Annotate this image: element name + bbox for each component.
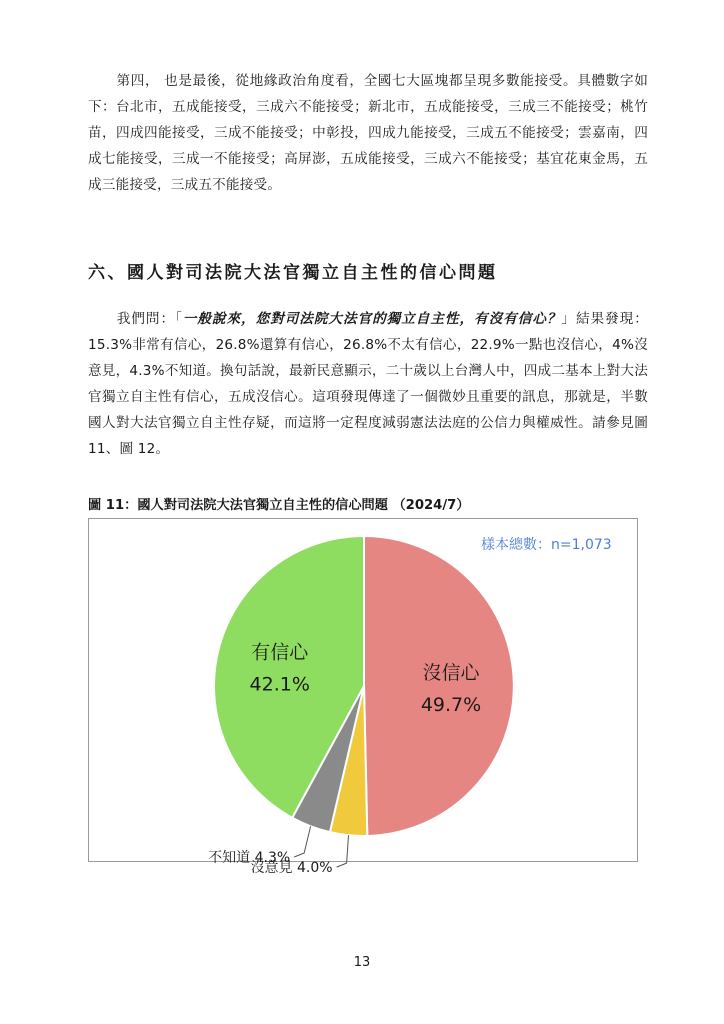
pie-chart <box>89 519 639 877</box>
survey-question: 一般說來，您對司法院大法官的獨立自主性，有沒有信心？ <box>182 311 562 327</box>
pie-slice-label-1: 沒意見 4.0% <box>250 860 333 877</box>
paragraph-lead: 我們問：「 <box>116 311 183 327</box>
pie-slice-label-3: 有信心 <box>251 641 309 664</box>
section-heading: 六、國人對司法院大法官獨立自主性的信心問題 <box>88 263 498 283</box>
page-number: 13 <box>353 955 371 970</box>
paragraph-confidence <box>88 306 648 462</box>
leader-line-2 <box>294 826 310 857</box>
sample-size-note: 樣本總數：n=1,073 <box>481 537 612 553</box>
pie-slice-label-0: 沒信心 <box>422 662 480 684</box>
pie-slice-label-2: 不知道 4.3% <box>208 850 291 866</box>
pie-chart-frame <box>88 518 638 877</box>
paragraph-text: 第四， 也是最後，從地緣政治角度看，全國七大區塊都呈現多數能接受。具體數字如下：台北市，五成能接受，三成六不能接受；新北市，五成能接受，三成三不能接受；桃竹苗，四成四能接受，三成不能接受；中彰投，四成九能接受，三成五不能接受；雲嘉南，四成七能接受，三成一不能接受；高屏澎，五成能接受，三成六不能接受；基宜花東金馬，五成三能接受，三成五不能接受。 <box>88 73 648 193</box>
paragraph-regional-acceptance <box>88 68 648 198</box>
leader-line-1 <box>337 835 349 867</box>
pie-slice-value-3: 42.1% <box>249 673 310 696</box>
figure-caption: 圖 11：國人對司法院大法官獨立自主性的信心問題 （2024/7） <box>88 498 470 513</box>
pie-slice-0 <box>364 536 514 836</box>
pie-slice-value-0: 49.7% <box>420 694 482 716</box>
paragraph-findings: 」結果發現：15.3%非常有信心，26.8%還算有信心，26.8%不太有信心，22.9%一點也沒信心，4%沒意見，4.3%不知道。換句話說，最新民意顯示，二十歲以上台灣人中，四成二基本上對大法官獨立自主性有信心，五成沒信心。這項發現傳達了一個微妙且重要的訊息，那就是，半數國人對大法官獨立自主性存疑，而這將一定程度減弱憲法法庭的公信力與權威性。請參見圖 11、圖 12。 <box>88 311 648 457</box>
